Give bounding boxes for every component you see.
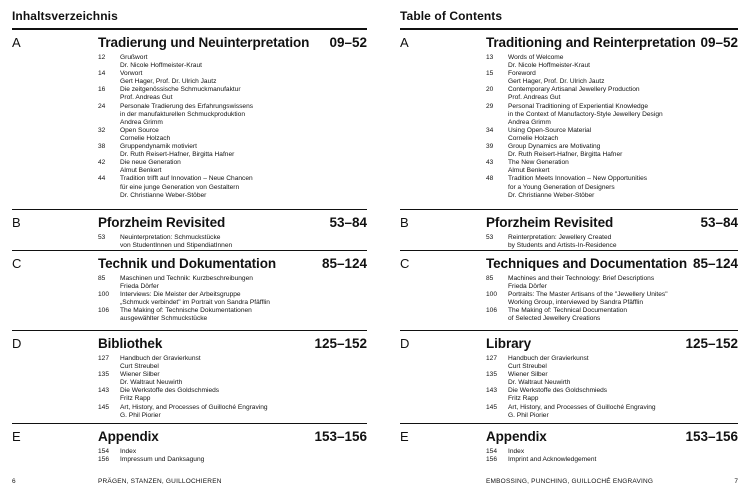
toc-entry[interactable] [98, 355, 367, 371]
entry-line: Imprint and Acknowledgement [508, 456, 597, 464]
section-title[interactable]: Pforzheim Revisited [486, 215, 614, 230]
entry-line: Index [508, 448, 525, 455]
entry-list [98, 54, 367, 200]
toc-entry[interactable] [486, 127, 738, 143]
entry-list [98, 355, 367, 420]
page-number: 7 [734, 478, 738, 485]
entry-line: Index [120, 448, 137, 455]
entry-page-number: 106 [486, 307, 498, 315]
entry-line: Words of Welcome [508, 54, 564, 61]
entry-line: Personal Traditioning of Experiential Knowledge [508, 102, 649, 110]
section-page-range: 53–84 [700, 215, 738, 230]
entry-line: Curt Streubel [120, 363, 159, 371]
section-title[interactable]: Appendix [486, 429, 547, 444]
section-page-range: 85–124 [321, 256, 367, 271]
entry-line: Andrea Grimm [120, 118, 163, 126]
page-title: Inhaltsverzeichnis [12, 9, 118, 23]
toc-entry[interactable] [486, 448, 738, 456]
entry-page-number: 48 [486, 175, 494, 183]
section-title[interactable]: Appendix [98, 429, 159, 444]
entry-line: by Students and Artists-In-Residence [508, 242, 617, 250]
entry-page-number: 154 [486, 448, 498, 455]
entry-page-number: 154 [98, 448, 110, 455]
entry-line: The New Generation [508, 159, 569, 167]
entry-page-number: 100 [486, 291, 498, 299]
entry-page-number: 12 [98, 54, 106, 61]
entry-line: Vorwort [120, 70, 143, 78]
section-letter: B [12, 215, 21, 230]
toc-entry[interactable] [486, 404, 738, 420]
entry-page-number: 85 [98, 275, 106, 282]
toc-page-english [400, 0, 738, 500]
entry-line: of Selected Jewellery Creations [508, 315, 601, 323]
toc-entry[interactable] [98, 387, 367, 403]
entry-line: Die Werkstoffe des Goldschmieds [508, 387, 608, 395]
entry-list [486, 234, 738, 250]
entry-line: Group Dynamics are Motivating [508, 143, 601, 151]
entry-line: Art, History, and Processes of Guilloché Engraving [508, 403, 656, 411]
running-head: PRÄGEN, STANZEN, GUILLOCHIEREN [98, 478, 222, 485]
entry-page-number: 127 [98, 355, 110, 362]
entry-page-number: 85 [486, 275, 494, 282]
entry-line: Gert Hager, Prof. Dr. Ulrich Jautz [120, 78, 217, 86]
entry-page-number: 16 [98, 86, 106, 94]
entry-line: Dr. Christianne Weber-Stöber [120, 191, 207, 199]
entry-page-number: 135 [486, 371, 498, 379]
section-letter: E [12, 429, 21, 444]
toc-entry[interactable] [98, 404, 367, 420]
entry-line: Gert Hager, Prof. Dr. Ulrich Jautz [508, 78, 605, 86]
section-letter: D [12, 336, 22, 351]
toc-entry[interactable] [98, 371, 367, 387]
toc-entry[interactable] [486, 103, 738, 127]
section-letter: C [400, 256, 410, 271]
entry-line: „Schmuck verbindet" im Portrait von Sandra Pfäfflin [120, 299, 270, 307]
toc-entry[interactable] [98, 175, 367, 199]
toc-entry[interactable] [486, 175, 738, 199]
entry-line: Handbuch der Gravierkunst [120, 355, 201, 362]
section-page-range: 09–52 [329, 35, 367, 50]
entry-line: Art, History, and Processes of Guilloché Engraving [120, 403, 268, 411]
section-page-range: 125–152 [314, 336, 367, 351]
section-letter: B [400, 215, 409, 230]
entry-page-number: 100 [98, 291, 110, 299]
section-rule [12, 330, 367, 331]
toc-entry[interactable] [486, 355, 738, 371]
entry-page-number: 15 [486, 70, 494, 78]
entry-line: The Making of: Technische Dokumentationen [120, 307, 252, 315]
entry-line: Curt Streubel [508, 363, 547, 371]
entry-page-number: 42 [98, 159, 106, 167]
toc-entry[interactable] [98, 159, 367, 175]
toc-entry[interactable] [98, 86, 367, 102]
entry-line: in the Context of Manufactory-Style Jewellery Design [508, 110, 663, 118]
entry-line: Using Open-Source Material [508, 126, 592, 134]
entry-line: Gruppendynamik motiviert [120, 143, 197, 151]
toc-entry[interactable] [98, 291, 367, 307]
entry-line: G. Phil Piorier [120, 411, 161, 419]
section-rule [400, 250, 738, 251]
entry-page-number: 32 [98, 126, 106, 134]
entry-line: Personale Tradierung des Erfahrungswissens [120, 102, 254, 110]
toc-entry[interactable] [98, 456, 367, 464]
section-rule [400, 423, 738, 424]
section-page-range: 85–124 [692, 256, 738, 271]
entry-line: Almut Benkert [120, 167, 162, 175]
section-rule [12, 250, 367, 251]
toc-page-german [12, 0, 367, 500]
toc-entry[interactable] [98, 234, 367, 250]
entry-line: G. Phil Piorier [508, 411, 549, 419]
entry-list [486, 275, 738, 324]
toc-entry[interactable] [486, 387, 738, 403]
toc-entry[interactable] [486, 371, 738, 387]
entry-list [486, 355, 738, 420]
entry-list [486, 54, 738, 200]
section-rule [400, 209, 738, 210]
entry-line: for a Young Generation of Designers [508, 183, 615, 191]
entry-page-number: 143 [98, 387, 110, 395]
section-rule [400, 29, 738, 30]
section-rule [12, 29, 367, 30]
toc-entry[interactable] [98, 70, 367, 86]
entry-line: Wiener Silber [508, 371, 548, 379]
entry-line: Dr. Christianne Weber-Stöber [508, 191, 595, 199]
entry-list [98, 448, 367, 464]
entry-line: Handbuch der Gravierkunst [508, 355, 589, 362]
entry-line: Tradition Meets Innovation – New Opportunities [508, 175, 648, 183]
entry-line: Machines and their Technology: Brief Descriptions [508, 275, 655, 282]
toc-entry[interactable] [486, 54, 738, 70]
entry-page-number: 106 [98, 307, 110, 315]
entry-line: Die neue Generation [120, 159, 181, 167]
entry-line: Dr. Ruth Reisert-Hafner, Birgitta Hafner [508, 151, 623, 159]
entry-page-number: 145 [98, 403, 110, 411]
toc-entry[interactable] [486, 234, 738, 250]
section-page-range: 125–152 [685, 336, 738, 351]
toc-entry[interactable] [486, 275, 738, 291]
toc-entry[interactable] [98, 307, 367, 323]
entry-page-number: 39 [486, 143, 494, 151]
section-page-range: 53–84 [329, 215, 367, 230]
section-letter: A [400, 35, 409, 50]
toc-entry[interactable] [98, 127, 367, 143]
entry-page-number: 127 [486, 355, 498, 362]
toc-entry[interactable] [486, 456, 738, 464]
toc-entry[interactable] [486, 307, 738, 323]
entry-line: Interviews: Die Meister der Arbeitsgruppe [120, 291, 241, 299]
entry-page-number: 156 [486, 456, 498, 464]
entry-line: Dr. Nicole Hoffmeister-Kraut [508, 62, 590, 70]
entry-line: Neuinterpretation: Schmuckstücke [120, 234, 221, 241]
section-rule [12, 423, 367, 424]
entry-line: Fritz Rapp [508, 395, 539, 403]
entry-line: Fritz Rapp [120, 395, 151, 403]
toc-entry[interactable] [98, 54, 367, 70]
entry-line: in der manufakturellen Schmuckproduktion [120, 110, 245, 118]
toc-entry[interactable] [98, 275, 367, 291]
entry-page-number: 145 [486, 403, 498, 411]
running-head: EMBOSSING, PUNCHING, GUILLOCHÉ ENGRAVING [486, 478, 654, 485]
entry-page-number: 143 [486, 387, 498, 395]
toc-entry[interactable] [486, 291, 738, 307]
entry-page-number: 43 [486, 159, 494, 167]
entry-line: Almut Benkert [508, 167, 550, 175]
section-title[interactable]: Technik und Dokumentation [98, 256, 277, 271]
entry-page-number: 53 [486, 234, 494, 241]
entry-line: Prof. Andreas Gut [120, 94, 173, 102]
toc-entry[interactable] [486, 86, 738, 102]
entry-page-number: 20 [486, 86, 494, 94]
entry-line: Cornelie Holzach [508, 134, 559, 142]
section-page-range: 153–156 [685, 429, 738, 444]
entry-line: Foreword [508, 70, 536, 78]
entry-line: Die zeitgenössische Schmuckmanufaktur [120, 86, 241, 94]
entry-list [98, 275, 367, 324]
entry-line: Andrea Grimm [508, 118, 551, 126]
entry-line: von StudentInnen und StipendiatInnen [120, 242, 233, 250]
entry-page-number: 29 [486, 102, 494, 110]
entry-line: Maschinen und Technik: Kurzbeschreibungen [120, 275, 253, 282]
entry-line: Impressum und Danksagung [120, 456, 205, 464]
entry-page-number: 53 [98, 234, 106, 241]
section-title[interactable]: Library [486, 336, 532, 351]
entry-line: für eine junge Generation von Gestaltern [120, 183, 240, 191]
section-rule [12, 209, 367, 210]
entry-line: Die Werkstoffe des Goldschmieds [120, 387, 220, 395]
entry-line: Open Source [120, 126, 159, 134]
entry-line: Portraits: The Master Artisans of the "Jewellery Unites" [508, 291, 668, 299]
entry-line: Dr. Nicole Hoffmeister-Kraut [120, 62, 202, 70]
entry-line: Grußwort [120, 54, 148, 61]
section-letter: C [12, 256, 22, 271]
section-letter: A [12, 35, 21, 50]
page-title: Table of Contents [400, 9, 503, 23]
entry-line: Dr. Ruth Reisert-Hafner, Birgitta Hafner [120, 151, 235, 159]
entry-page-number: 34 [486, 126, 494, 134]
entry-page-number: 156 [98, 456, 110, 464]
section-title[interactable]: Bibliothek [98, 336, 163, 351]
toc-entry[interactable] [98, 103, 367, 127]
toc-entry[interactable] [486, 143, 738, 159]
entry-line: Dr. Waltraut Neuwirth [508, 379, 571, 387]
section-rule [400, 330, 738, 331]
toc-entry[interactable] [486, 159, 738, 175]
entry-line: Reinterpretation: Jewellery Created [508, 234, 612, 241]
entry-page-number: 24 [98, 102, 106, 110]
entry-page-number: 38 [98, 143, 106, 151]
entry-line: Dr. Waltraut Neuwirth [120, 379, 183, 387]
entry-page-number: 135 [98, 371, 110, 379]
toc-entry[interactable] [98, 143, 367, 159]
entry-list [486, 448, 738, 464]
entry-line: Tradition trifft auf Innovation – Neue Chancen [120, 175, 253, 183]
entry-line: Wiener Silber [120, 371, 160, 379]
entry-list [98, 234, 367, 250]
entry-line: Cornelie Holzach [120, 134, 171, 142]
entry-page-number: 14 [98, 70, 106, 78]
toc-entry[interactable] [98, 448, 367, 456]
section-page-range: 153–156 [314, 429, 367, 444]
entry-line: Prof. Andreas Gut [508, 94, 561, 102]
entry-line: The Making of: Technical Documentation [508, 307, 627, 315]
toc-entry[interactable] [486, 70, 738, 86]
section-letter: D [400, 336, 410, 351]
section-letter: E [400, 429, 409, 444]
page-number: 6 [12, 478, 16, 485]
section-title[interactable]: Traditioning and Reinterpretation [486, 35, 696, 50]
entry-page-number: 13 [486, 54, 494, 61]
entry-line: Contemporary Artisanal Jewellery Production [508, 86, 640, 94]
entry-line: ausgewählter Schmuckstücke [120, 315, 208, 323]
section-title[interactable]: Tradierung und Neuinterpretation [98, 35, 310, 50]
entry-line: Working Group, interviewed by Sandra Pfäfflin [508, 299, 643, 307]
entry-line: Frieda Dörfer [508, 283, 547, 291]
section-title[interactable]: Pforzheim Revisited [98, 215, 226, 230]
section-title[interactable]: Techniques and Documentation [486, 256, 687, 271]
entry-page-number: 44 [98, 175, 106, 183]
section-page-range: 09–52 [700, 35, 738, 50]
entry-line: Frieda Dörfer [120, 283, 159, 291]
